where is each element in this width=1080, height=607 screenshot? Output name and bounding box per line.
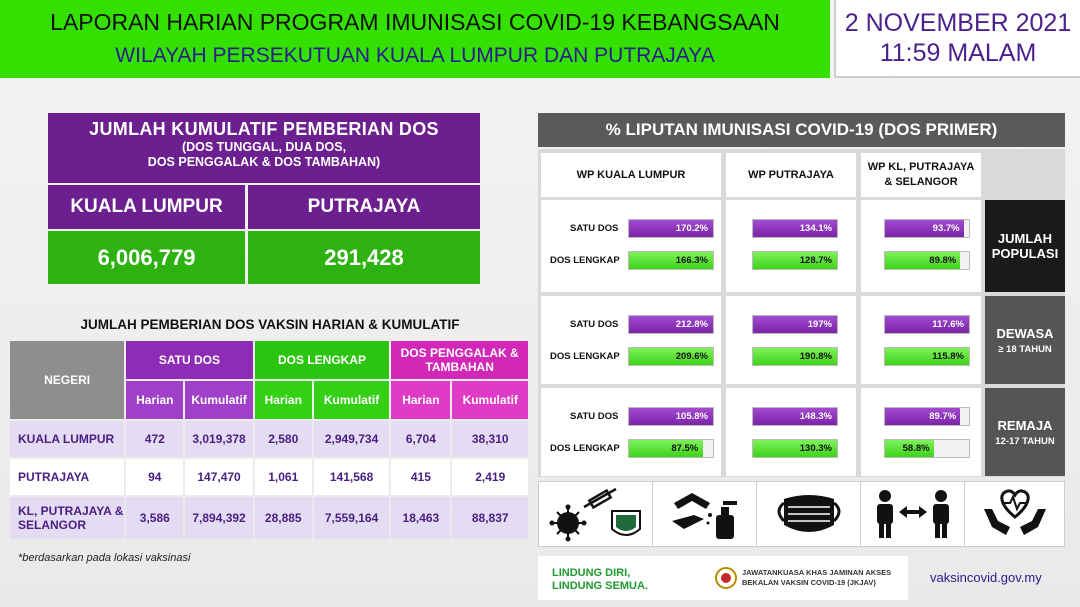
coverage-bar — [884, 439, 970, 458]
bar-value: 58.8% — [902, 443, 930, 454]
cell: 141,568 — [314, 459, 389, 495]
cumulative-value-putrajaya: 291,428 — [248, 231, 480, 284]
coverage-bar — [884, 347, 970, 366]
coverage-cell — [726, 296, 856, 384]
coverage-cell — [541, 296, 721, 384]
cell: 7,894,392 — [185, 497, 252, 539]
group-title: REMAJA — [997, 417, 1053, 433]
col-wp-putrajaya: WP PUTRAJAYA — [726, 153, 856, 197]
table-row — [10, 421, 528, 457]
table-row — [10, 459, 528, 495]
coverage-bar — [628, 315, 714, 334]
sub-kumulatif: Kumulatif — [452, 381, 528, 419]
col-satu-dos: SATU DOS — [126, 341, 252, 379]
daily-dose-table — [8, 339, 530, 541]
cumulative-title-box — [48, 113, 480, 183]
cell: 28,885 — [255, 497, 312, 539]
col-kl-putrajaya-selangor: WP KL, PUTRAJAYA & SELANGOR — [861, 153, 981, 197]
coverage-bar — [628, 347, 714, 366]
row-negeri: PUTRAJAYA — [10, 459, 124, 495]
coverage-cell — [726, 200, 856, 292]
website-link[interactable]: vaksincovid.gov.my — [930, 570, 1042, 585]
bar-value: 209.6% — [675, 351, 708, 362]
bar-value: 148.3% — [799, 411, 832, 422]
coverage-bar — [884, 251, 970, 270]
table-row — [10, 497, 528, 539]
coverage-bar — [752, 315, 838, 334]
coverage-bar — [752, 347, 838, 366]
bar-value: 190.8% — [799, 351, 832, 362]
bar-value: 197% — [807, 319, 832, 330]
virus-vaccine-icon — [539, 482, 653, 546]
report-date: 2 NOVEMBER 2021 — [844, 9, 1072, 37]
cell: 38,310 — [452, 421, 528, 457]
hand-sanitizer-icon — [653, 482, 757, 546]
icon-strip — [538, 481, 1065, 547]
group-subtitle: ≥ 18 TAHUN — [998, 343, 1052, 355]
cell: 2,949,734 — [314, 421, 389, 457]
coverage-cell — [861, 388, 981, 476]
row-label: SATU DOS — [570, 411, 619, 422]
coverage-bar — [752, 439, 838, 458]
cumulative-value-kl: 6,006,779 — [48, 231, 245, 284]
page-title: LAPORAN HARIAN PROGRAM IMUNISASI COVID-19 KEBANGSAAN — [50, 9, 780, 35]
sub-kumulatif: Kumulatif — [314, 381, 389, 419]
cumulative-sub-2: DOS PENGGALAK & DOS TAMBAHAN) — [147, 155, 381, 169]
bar-value: 212.8% — [675, 319, 708, 330]
daily-table-title: JUMLAH PEMBERIAN DOS VAKSIN HARIAN & KUMULATIF — [80, 317, 460, 332]
bar-value: 105.8% — [675, 411, 708, 422]
bar-value: 117.6% — [932, 319, 964, 330]
cell: 1,061 — [255, 459, 312, 495]
coverage-cell — [861, 200, 981, 292]
coverage-group-label — [985, 200, 1065, 292]
sub-harian: Harian — [255, 381, 312, 419]
cell: 415 — [391, 459, 450, 495]
group-title: JUMLAH POPULASI — [991, 231, 1059, 261]
sub-kumulatif: Kumulatif — [185, 381, 252, 419]
jkjav-line-1: JAWATANKUASA KHAS JAMINAN AKSES — [742, 568, 892, 577]
coverage-bar — [628, 251, 714, 270]
slogan-line-1: LINDUNG DIRI, — [552, 567, 631, 579]
coverage-bar — [884, 219, 970, 238]
bar-value: 130.3% — [799, 443, 832, 454]
cell: 18,463 — [391, 497, 450, 539]
bar-value: 87.5% — [671, 443, 699, 454]
coverage-bar — [628, 219, 714, 238]
cell: 7,559,164 — [314, 497, 389, 539]
cell: 6,704 — [391, 421, 450, 457]
cell: 2,580 — [255, 421, 312, 457]
jkjav-label — [742, 568, 891, 588]
col-dos-penggalak: DOS PENGGALAK & TAMBAHAN — [391, 341, 528, 379]
coverage-bar — [752, 407, 838, 426]
group-title: DEWASA — [996, 325, 1054, 341]
bar-value: 166.3% — [675, 255, 708, 266]
row-negeri: KUALA LUMPUR — [10, 421, 124, 457]
cell: 472 — [126, 421, 183, 457]
slogan — [552, 567, 648, 593]
cumulative-name-putrajaya: PUTRAJAYA — [248, 185, 480, 229]
coverage-cell — [861, 296, 981, 384]
crest-icon — [713, 566, 739, 595]
footnote: *berdasarkan pada lokasi vaksinasi — [18, 552, 191, 564]
bar-value: 89.7% — [929, 411, 957, 422]
bar-value: 89.8% — [929, 255, 957, 266]
coverage-bar — [628, 439, 714, 458]
col-dos-lengkap: DOS LENGKAP — [255, 341, 390, 379]
cell: 3,019,378 — [185, 421, 252, 457]
cell: 2,419 — [452, 459, 528, 495]
coverage-group-label — [985, 388, 1065, 476]
row-label: DOS LENGKAP — [550, 351, 620, 362]
slogan-line-2: LINDUNG SEMUA. — [552, 580, 648, 592]
row-label: DOS LENGKAP — [550, 255, 620, 266]
face-mask-icon — [757, 482, 861, 546]
coverage-cell — [726, 388, 856, 476]
report-time: 11:59 MALAM — [879, 39, 1037, 67]
coverage-bar — [628, 407, 714, 426]
sub-harian: Harian — [391, 381, 450, 419]
cumulative-name-kl: KUALA LUMPUR — [48, 185, 245, 229]
col-negeri: NEGERI — [10, 341, 124, 419]
sub-harian: Harian — [126, 381, 183, 419]
bar-value: 128.7% — [799, 255, 832, 266]
bar-value: 93.7% — [932, 223, 960, 234]
cell: 88,837 — [452, 497, 528, 539]
coverage-cell — [541, 388, 721, 476]
page-subtitle: WILAYAH PERSEKUTUAN KUALA LUMPUR DAN PUTRAJAYA — [115, 44, 715, 67]
cell: 3,586 — [126, 497, 183, 539]
row-label: SATU DOS — [570, 223, 619, 234]
cell: 94 — [126, 459, 183, 495]
group-subtitle: 12-17 TAHUN — [995, 435, 1055, 447]
coverage-bar — [752, 219, 838, 238]
coverage-bar — [884, 407, 970, 426]
bar-value: 115.8% — [932, 351, 964, 362]
row-label: DOS LENGKAP — [550, 443, 620, 454]
social-distance-icon — [861, 482, 965, 546]
coverage-bar — [752, 251, 838, 270]
row-label: SATU DOS — [570, 319, 619, 330]
cell: 147,470 — [185, 459, 252, 495]
bar-value: 170.2% — [675, 223, 708, 234]
coverage-title: % LIPUTAN IMUNISASI COVID-19 (DOS PRIMER) — [538, 113, 1065, 147]
jkjav-line-2: BEKALAN VAKSIN COVID-19 (JKJAV) — [742, 578, 876, 587]
coverage-cell — [541, 200, 721, 292]
cumulative-title: JUMLAH KUMULATIF PEMBERIAN DOS — [89, 119, 439, 139]
row-negeri: KL, PUTRAJAYA & SELANGOR — [10, 497, 124, 539]
coverage-bar — [884, 315, 970, 334]
cumulative-sub-1: (DOS TUNGGAL, DUA DOS, — [181, 140, 347, 154]
bar-value: 134.1% — [799, 223, 832, 234]
date-box — [834, 0, 1080, 78]
coverage-group-label — [985, 296, 1065, 384]
col-wp-kl: WP KUALA LUMPUR — [541, 153, 721, 197]
heart-hands-icon — [965, 482, 1065, 546]
